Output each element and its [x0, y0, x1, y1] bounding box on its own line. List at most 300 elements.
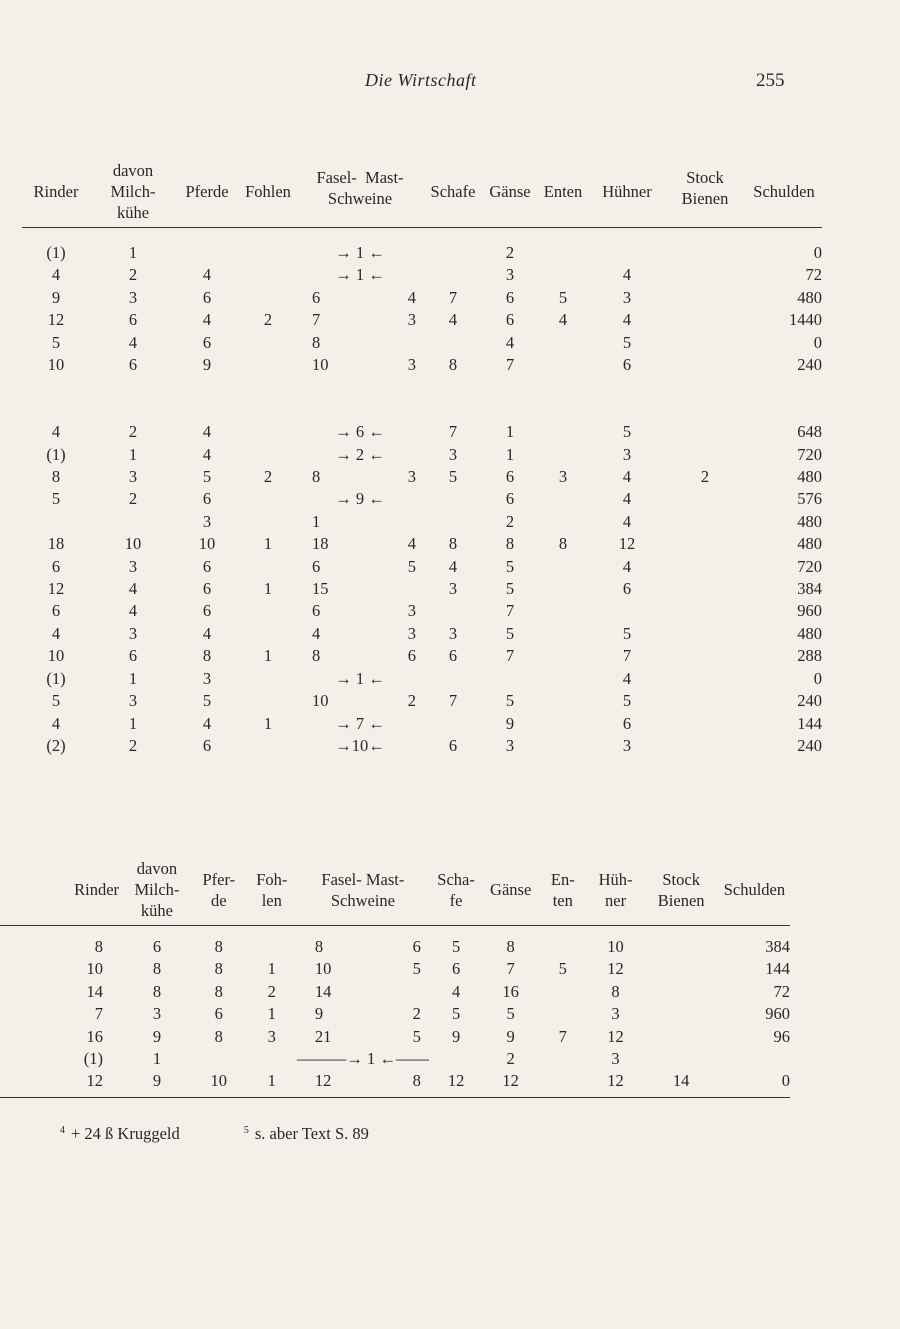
table-cell: 5: [448, 467, 458, 487]
table-cell: [664, 578, 746, 600]
table-cell: 14: [644, 1070, 719, 1097]
table-cell: [664, 623, 746, 645]
table-cell: 10: [312, 355, 329, 375]
col-header-line: kühe: [140, 901, 173, 920]
table-cell: 240: [797, 691, 822, 711]
table-cell: [429, 1048, 483, 1070]
table-cell: 12: [607, 1026, 624, 1046]
table-cell: [664, 533, 746, 555]
table-cell: [536, 578, 590, 600]
table-cell: 8: [152, 981, 162, 1001]
table-cell: 12: [618, 534, 636, 554]
table-cell: 1: [247, 1070, 297, 1097]
table-cell: 288: [797, 646, 822, 666]
table-cell: 5: [622, 422, 632, 442]
table-cell: 6: [51, 556, 61, 576]
col-header-line: ner: [605, 890, 627, 910]
table-cell: 6: [505, 467, 515, 487]
table-cell: [238, 668, 298, 690]
table-cell: [644, 1048, 719, 1070]
table-cell: 4: [622, 310, 632, 330]
table-cell: 3: [448, 579, 458, 599]
footnote-mark: 4: [60, 1124, 65, 1136]
col-header-line: Hüh-: [598, 869, 633, 889]
table-cell: [644, 1003, 719, 1025]
table-cell: 6: [505, 489, 515, 509]
table-cell: 240: [797, 735, 822, 755]
col-header-line: Stock: [662, 869, 700, 889]
table-cell: 6: [202, 287, 212, 307]
table-cell: 720: [797, 556, 822, 576]
table-cell: 2: [506, 1049, 515, 1069]
table-cell: 2: [407, 691, 416, 711]
table-cell: 4: [622, 556, 632, 576]
table-row: [0, 936, 790, 958]
table-cell: 5: [412, 1026, 421, 1046]
table-cell: 480: [797, 534, 822, 554]
table-body: [0, 936, 790, 1097]
table-cell: 5: [506, 1004, 515, 1024]
table-cell: (1): [83, 1049, 104, 1069]
table-cell: 4: [448, 310, 458, 330]
table-row: [0, 1003, 790, 1025]
table-row: [22, 556, 822, 578]
table-cell: 240: [797, 355, 822, 375]
table-cell: 3: [407, 623, 416, 643]
table-cell: 1: [128, 444, 138, 464]
table-cell: 5: [412, 959, 421, 979]
table-cell: 10: [124, 534, 142, 554]
table-cell: 72: [773, 981, 790, 1001]
table-cell: [536, 690, 590, 712]
table-cell: 8: [51, 467, 61, 487]
table-cell: 9: [314, 1004, 324, 1024]
col-header-line: Milch-: [110, 182, 156, 201]
col-header-line: de: [210, 890, 227, 910]
table-cell: [538, 981, 588, 1003]
table-cell: [484, 668, 536, 690]
table-cell: 8: [611, 981, 620, 1001]
table-cell: 8: [214, 937, 223, 956]
table-cell: 5: [407, 556, 416, 576]
table-row: [22, 354, 822, 376]
table-row: [22, 466, 822, 488]
table-cell: 10: [607, 937, 624, 956]
table-cell: 960: [765, 1004, 790, 1024]
col-header-line: Bienen: [657, 890, 705, 910]
col-header-line: En-: [550, 869, 575, 889]
table-cell: 3: [128, 467, 138, 487]
table-cell: [664, 645, 746, 667]
table-cell: [422, 713, 484, 735]
table-cell: 4: [202, 422, 212, 442]
table-cell: [238, 264, 298, 286]
table-cell: [536, 668, 590, 690]
table-cell: 7: [505, 601, 515, 621]
table-cell: 16: [502, 981, 519, 1001]
col-header-huehner: Hühner: [590, 160, 664, 228]
table-cell: [238, 421, 298, 443]
table-cell: → 1 ←: [335, 243, 385, 262]
table-cell: 4: [202, 444, 212, 464]
col-header-line: fe: [449, 890, 463, 910]
table-cell: 1: [263, 534, 273, 554]
table-cell: [536, 623, 590, 645]
table-cell: 3: [622, 444, 632, 464]
table-cell: 4: [202, 310, 212, 330]
col-header-stock-bienen: [644, 858, 719, 926]
table-cell: [644, 981, 719, 1003]
table-cell: 0: [813, 332, 822, 352]
table-cell: [422, 600, 484, 622]
table-cell: 1: [152, 1049, 162, 1069]
table-cell: 4: [128, 579, 138, 599]
table-cell: 4: [312, 623, 321, 643]
table-cell: →10←: [335, 735, 385, 755]
table-cell: 96: [773, 1026, 790, 1046]
table-cell: 1: [263, 713, 273, 733]
table-cell: 480: [797, 467, 822, 487]
table-cell: 6: [214, 1004, 223, 1024]
table-cell: [238, 600, 298, 622]
table-cell: 8: [448, 355, 458, 375]
table-cell: 2: [128, 489, 138, 509]
col-header-stock-bienen: [664, 160, 746, 228]
col-header-milchkuehe: [90, 160, 176, 228]
table-cell: 7: [312, 310, 321, 330]
table-cell: 2: [128, 422, 138, 442]
table-row: [22, 645, 822, 667]
table-cell: [536, 511, 590, 533]
table-gap-row: [22, 399, 822, 421]
table-cell: 8: [94, 937, 104, 956]
table-cell: 9: [506, 1026, 515, 1046]
table-cell: 480: [797, 623, 822, 643]
table-cell: 72: [805, 265, 822, 285]
table-cell: 7: [506, 959, 515, 979]
table-cell: [536, 444, 590, 466]
table-row: [22, 242, 822, 264]
table-row: [22, 600, 822, 622]
table-cell: 3: [407, 601, 416, 621]
col-header-fohlen: [247, 858, 297, 926]
col-header-schafe: Schafe: [422, 160, 484, 228]
table-cell: ———→ 1 ←——: [296, 1049, 429, 1069]
col-header-schulden: Schulden: [746, 160, 822, 228]
table-cell: 4: [451, 981, 461, 1001]
table-cell: 8: [558, 534, 568, 554]
table-cell: 9: [451, 1026, 461, 1046]
table-cell: 2: [263, 467, 273, 487]
table-row: [0, 1048, 790, 1070]
col-header-line: davon: [112, 161, 154, 180]
table-cell: 21: [314, 1026, 332, 1046]
table-cell: 10: [312, 691, 329, 711]
col-header-schweine: [297, 858, 429, 926]
table-cell: 3: [505, 265, 515, 285]
table-cell: → 9 ←: [335, 489, 385, 509]
table-cell: 4: [51, 623, 61, 643]
table-cell: 3: [152, 1004, 162, 1024]
table-cell: 8: [312, 332, 321, 352]
table-cell: 8: [152, 959, 162, 979]
table-cell: [664, 309, 746, 331]
footnote-text: + 24 ß Kruggeld: [71, 1124, 180, 1143]
table-cell: 4: [622, 265, 632, 285]
table-cell: 2: [505, 243, 515, 262]
table-row: [0, 981, 790, 1003]
table-cell: [664, 242, 746, 264]
table-cell: 7: [448, 422, 458, 442]
table-cell: 6: [202, 489, 212, 509]
table-cell: [644, 958, 719, 980]
table-cell: 2: [412, 1004, 421, 1024]
table-cell: [536, 264, 590, 286]
table-cell: 12: [429, 1070, 483, 1097]
table-cell: 18: [47, 534, 65, 554]
table-row: [22, 444, 822, 466]
table-cell: 9: [505, 713, 515, 733]
table-cell: [422, 264, 484, 286]
table-cell: 3: [505, 735, 515, 755]
table-cell: 1440: [789, 310, 822, 330]
table-cell: 7: [448, 287, 458, 307]
table-cell: 5: [505, 556, 515, 576]
col-header-line: Fasel- Mast-: [316, 167, 404, 187]
table-cell: 3: [407, 355, 416, 375]
table-row: [0, 1026, 790, 1048]
table-cell: 4: [448, 556, 458, 576]
table-cell: 720: [797, 444, 822, 464]
table-cell: [368, 981, 429, 1003]
table-cell: 1: [128, 668, 138, 688]
table-cell: 6: [128, 355, 138, 375]
table-cell: 5: [622, 623, 632, 643]
table-cell: 8: [314, 937, 324, 956]
table-cell: [538, 1048, 588, 1070]
table-row: [22, 332, 822, 354]
table-cell: [238, 735, 298, 757]
table-cell: 0: [813, 668, 822, 688]
col-header-schafe: [429, 858, 483, 926]
table-cell: 384: [765, 937, 790, 956]
table-cell: 6: [448, 735, 458, 755]
table-cell: 3: [128, 556, 138, 576]
table-cell: 4: [202, 265, 212, 285]
table-cell: [22, 511, 90, 533]
table-cell: 144: [797, 713, 822, 733]
col-header-gaense: Gänse: [484, 160, 536, 228]
col-header-pferde: [191, 858, 247, 926]
table-cell: 12: [607, 959, 624, 979]
table-cell: 9: [51, 287, 61, 307]
table-cell: [378, 511, 422, 533]
table-cell: [191, 1048, 247, 1070]
table-cell: 8: [312, 467, 321, 487]
table-cell: 960: [797, 601, 822, 621]
table-cell: 12: [483, 1070, 538, 1097]
table-cell: 6: [202, 601, 212, 621]
col-header-line: Schweine: [330, 890, 395, 910]
table-cell: [536, 242, 590, 264]
table-cell: 9: [202, 355, 212, 375]
table-cell: 7: [505, 355, 515, 375]
table-cell: [238, 332, 298, 354]
table-cell: 4: [128, 332, 138, 352]
table-cell: 3: [128, 623, 138, 643]
table-cell: [536, 488, 590, 510]
table-row: [22, 713, 822, 735]
col-header-line: Bienen: [681, 188, 729, 208]
table-cell: [664, 264, 746, 286]
table-cell: 12: [47, 310, 65, 330]
table-cell: [238, 488, 298, 510]
table-cell: 4: [407, 287, 416, 307]
table-cell: [538, 1070, 588, 1097]
table-cell: 4: [51, 713, 61, 733]
table-cell: [536, 556, 590, 578]
table-cell: 7: [94, 1004, 104, 1024]
table-cell: [90, 511, 176, 533]
table-cell: 10: [198, 534, 216, 554]
table-cell: 6: [622, 579, 632, 599]
table-cell: [422, 668, 484, 690]
table-cell: 576: [797, 489, 822, 509]
table-row: [22, 511, 822, 533]
table-cell: 5: [558, 287, 568, 307]
col-header-huehner: [588, 858, 644, 926]
col-header-milchkuehe: [123, 858, 191, 926]
table-cell: 8: [202, 646, 212, 666]
table-cell: 1: [267, 959, 276, 979]
table-cell: [664, 556, 746, 578]
table-cell: 4: [622, 489, 632, 509]
table-row: [22, 533, 822, 555]
col-header-line: ten: [552, 890, 573, 910]
table-cell: 8: [312, 646, 321, 666]
table-cell: 5: [505, 623, 515, 643]
table-cell: [664, 488, 746, 510]
table-cell: 6: [128, 310, 138, 330]
table-header-row: [22, 160, 822, 228]
table-cell: 18: [312, 534, 329, 554]
running-head: [0, 70, 900, 98]
table-row: [0, 1070, 790, 1097]
table-cell: [422, 488, 484, 510]
table-row: [22, 735, 822, 757]
col-header-line: Scha-: [437, 869, 475, 889]
table-cell: 3: [202, 668, 212, 688]
table-cell: [664, 690, 746, 712]
col-header-line: Fasel- Mast-: [321, 869, 405, 889]
footnote-5: [244, 1124, 399, 1143]
table-cell: 6: [622, 713, 632, 733]
table-cell: 5: [51, 489, 61, 509]
table-cell: 2: [263, 310, 273, 330]
table-cell: 9: [123, 1070, 191, 1097]
livestock-table-1: [22, 160, 822, 757]
col-header-line: davon: [136, 859, 178, 878]
col-header-fohlen: Fohlen: [238, 160, 298, 228]
footnote-text: s. aber Text S. 89: [254, 1124, 369, 1143]
table-cell: [378, 578, 422, 600]
table-cell: 6: [451, 959, 461, 979]
table-gap-row: [22, 376, 822, 398]
table-cell: [238, 444, 298, 466]
table-cell: 4: [202, 623, 212, 643]
col-header-schulden: Schulden: [719, 858, 790, 926]
table-row: [22, 488, 822, 510]
table-cell: 4: [622, 668, 632, 688]
table-cell: [664, 600, 746, 622]
table-cell: 4: [622, 511, 632, 531]
table-cell: [536, 645, 590, 667]
table-cell: (1): [46, 668, 66, 688]
col-header-line: kühe: [116, 203, 150, 222]
table-cell: [176, 242, 238, 264]
table-cell: 1: [263, 579, 273, 599]
col-header-gaense: Gänse: [483, 858, 538, 926]
table-cell: [422, 242, 484, 264]
table-cell: [664, 735, 746, 757]
table-cell: [536, 421, 590, 443]
table-cell: [664, 332, 746, 354]
table-cell: 2: [505, 511, 515, 531]
table-cell: [538, 1003, 588, 1025]
table-cell: 144: [765, 959, 790, 979]
table-cell: 10: [86, 959, 104, 979]
table-cell: 4: [558, 310, 568, 330]
table-cell: [422, 332, 484, 354]
table-cell: 4: [202, 713, 212, 733]
table-cell: 480: [797, 287, 822, 307]
table-cell: 6: [202, 735, 212, 755]
table-cell: 15: [312, 579, 329, 599]
table-cell: 2: [128, 265, 138, 285]
table-cell: [590, 242, 664, 264]
table-cell: → 2 ←: [335, 444, 385, 464]
table-cell: 1: [128, 713, 138, 733]
col-header-enten: [538, 858, 588, 926]
col-header-line: Pfer-: [202, 869, 236, 889]
table-cell: 6: [412, 937, 421, 956]
table-cell: 7: [448, 691, 458, 711]
table-row: [22, 668, 822, 690]
table-row: [22, 309, 822, 331]
table-cell: 5: [558, 959, 567, 979]
running-head-title: Die Wirtschaft: [365, 70, 477, 90]
table-cell: 4: [622, 467, 632, 487]
table-cell: 5: [451, 1004, 461, 1024]
table-cell: [536, 354, 590, 376]
table-cell: [536, 713, 590, 735]
table-cell: 10: [47, 646, 65, 666]
table-cell: [536, 600, 590, 622]
table-cell: 3: [558, 467, 568, 487]
table-row: [22, 578, 822, 600]
table-cell: [247, 936, 297, 958]
table-cell: 6: [202, 579, 212, 599]
table-cell: 3: [611, 1049, 620, 1069]
table-body: [22, 242, 822, 757]
table-cell: 10: [314, 959, 332, 979]
table-header-row: [0, 858, 790, 926]
table-cell: 5: [505, 579, 515, 599]
table-cell: [590, 600, 664, 622]
table-cell: 8: [448, 534, 458, 554]
table-cell: (1): [46, 243, 66, 262]
table-cell: 3: [622, 735, 632, 755]
